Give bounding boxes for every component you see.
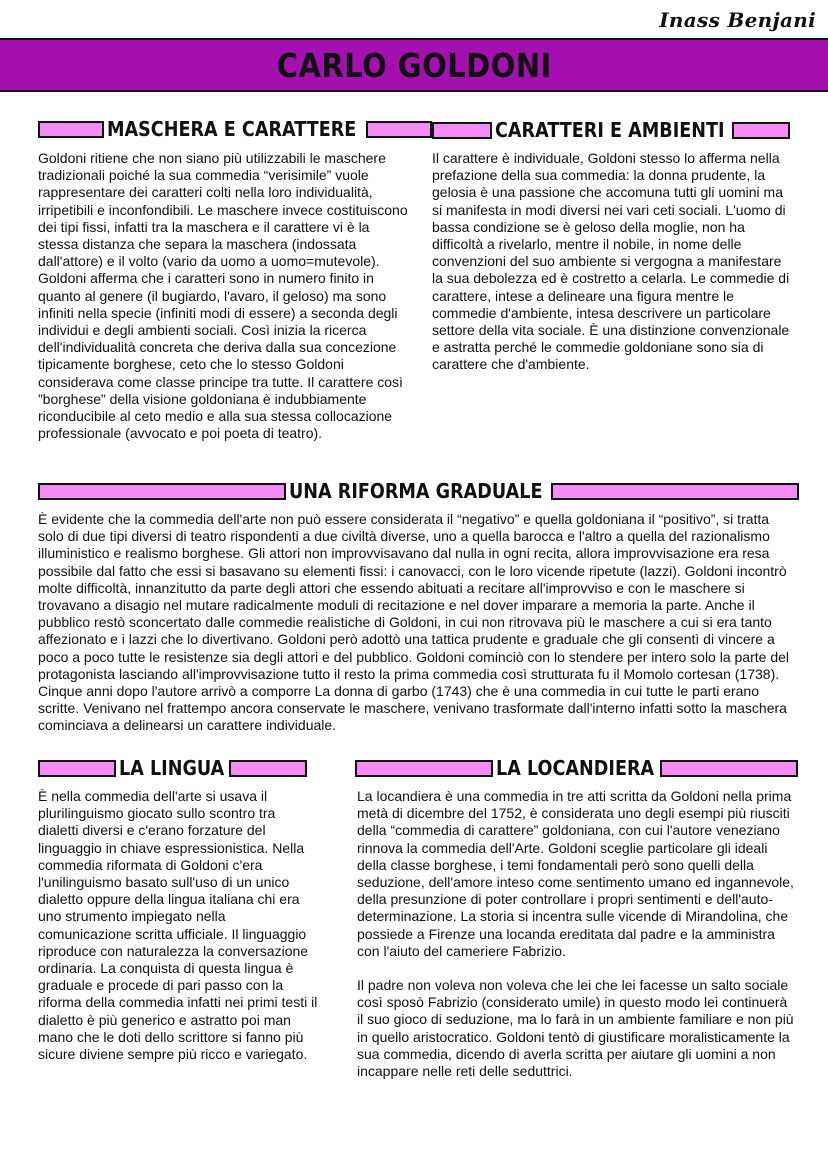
heading-bar-right — [660, 760, 798, 777]
heading-bar-right — [366, 121, 432, 138]
heading-bar-right — [229, 760, 307, 777]
page-title: CARLO GOLDONI — [276, 45, 552, 85]
heading-bar-left — [38, 121, 104, 138]
heading-bar-left — [355, 760, 493, 777]
heading-bar-right — [732, 122, 790, 139]
riforma-text: È evidente che la commedia dell'arte non può essere considerata il “negativo” e quella goldoniana il “positivo”, si tratta solo di due tipi diversi di teatro rispondenti a due civiltà diverse, uno a quella barocca e l'altro a quella del razionalismo illuministico e realismo borghese. Gli attori non improvvisavano dal nulla in ogni recita, allora improvvisazione era resa possibile dal fatto che essi si basavano su elementi fissi: i canovacci, con le loro vicende ripetute (lazzi). Goldoni incontrò molte difficoltà, innanzitutto da parte degli attori che essendo abituati a recitare all'improvviso e con le maschere si trovavano a disagio nel mutare radicalmente moduli di recitazione e nel dover imparare a memoria la parte. Anche il pubblico restò sconcertato dalle commedie realistiche di Goldoni, in cui non ritrovava più le maschere a cui si era tanto affezionato e i lazzi che lo divertivano. Goldoni però adottò una tattica prudente e graduale che gli consentì di vincere a poco a poco tutte le resistenze sia degli attori e del pubblico. Goldoni cominciò con lo stendere per intero solo la parte del protagonista lasciando all'improvvisazione tutto il resto la prima commedia così strutturata fu il Momolo cortesan (1738). Cinque anni dopo l'autore arrivò a comporre La donna di garbo (1743) che è una commedia in cui tutte le parti erano scritte. Venivano nel frattempo ancora conservate le maschere, venivano trasformate dall'interno infatti sotto la maschera cominciava a delinearsi un carattere individuale. — [38, 511, 790, 734]
heading-locandiera-title: LA LOCANDIERA — [496, 756, 655, 780]
locandiera-text — [357, 788, 795, 1080]
heading-lingua-title: LA LINGUA — [119, 756, 225, 780]
heading-lingua — [38, 755, 307, 781]
heading-bar-left — [38, 760, 116, 777]
heading-caratteri-title: CARATTERI E AMBIENTI — [495, 118, 725, 142]
heading-caratteri — [432, 117, 790, 143]
heading-maschera-title: MASCHERA E CARATTERE — [107, 117, 357, 141]
heading-maschera — [38, 116, 432, 142]
heading-locandiera — [355, 755, 798, 781]
caratteri-text: Il carattere è individuale, Goldoni stesso lo afferma nella prefazione della sua commedia: la donna prudente, la gelosia è una passione che accomuna tutti gli uomini ma si manifesta in modi diversi nei vari ceti sociali. L'uomo di bassa condizione se è geloso della moglie, non ha difficoltà a rivelarlo, mentre il nobile, in nome delle convenzioni del suo ambiente si vergogna a manifestare la sua debolezza ed è costretto a celarla. Le commedie di carattere, intese a delineare una figura mentre le commedie d'ambiente, intesa descrivere un particolare settore della vita sociale. È una distinzione convenzionale e astratta perché le commedie goldoniane sono sia di carattere che d'ambiente. — [432, 150, 790, 373]
heading-bar-right — [551, 483, 799, 500]
locandiera-paragraph-1: La locandiera è una commedia in tre atti scritta da Goldoni nella prima metà di dicembre del 1752, è considerata uno degli esempi più riusciti della “commedia di carattere” goldoniana, con cui l'autore veneziano rinnova la commedia dell'Arte. Goldoni sceglie particolare gli ideali della classe borghese, i temi fondamentali però sono quelli della seduzione, dell'amore inteso come sentimento umano ed ingannevole, della presunzione di poter controllare i propri sentimenti e dell'auto-determinazione. La storia si incentra sulle vicende di Mirandolina, che possiede a Firenze una locanda ereditata dal padre e la amministra con l'aiuto del cameriere Fabrizio. — [357, 788, 794, 959]
maschera-text: Goldoni ritiene che non siano più utilizzabili le maschere tradizionali poiché la sua commedia “verisimile” vuole rappresentare dei caratteri colti nella loro individualità, irripetibili e inconfondibili. Le maschere invece costituiscono dei tipi fissi, infatti tra la maschera e il carattere vi è la stessa distanza che separa la maschera (indossata dall'attore) e il volto (vario da uomo a uomo=mutevole). Goldoni afferma che i caratteri sono in numero finito in quanto al genere (il bugiardo, l'avaro, il geloso) ma sono infiniti nella specie (infiniti modi di essere) a seconda degli individui e degli ambienti sociali. Così inizia la ricerca dell'individualità concreta che deriva dalla sua concezione tipicamente borghese, ceto che lo stesso Goldoni considerava come classe principe tra tutte. Il carattere così ”borghese” della visione goldoniana è indubbiamente riconducibile al ceto medio e alla sua stessa collocazione professionale (avvocato e poi poeta di teatro). — [38, 150, 408, 442]
title-banner — [0, 38, 828, 92]
lingua-text: È nella commedia dell'arte si usava il plurilinguismo giocato sullo scontro tra dialetti diversi e c'erano forzature del linguaggio in chiave espressionistica. Nella commedia riformata di Goldoni c'era l'unilinguismo basato sull'uso di un unico dialetto oppure della lingua italiana chi era uno strumento impiegato nella comunicazione scritta ufficiale. Il linguaggio riproduce con naturalezza la conversazione ordinaria. La conquista di questa lingua è graduale e procede di pari passo con la riforma della commedia infatti nei primi testi il dialetto è più generico e astratto poi man mano che le doti dello scrittore si fanno più sicure diviene sempre più ricco e variegato. — [38, 788, 318, 1063]
heading-bar-left — [38, 483, 286, 500]
heading-riforma — [38, 478, 799, 504]
heading-bar-left — [432, 122, 492, 139]
heading-riforma-title: UNA RIFORMA GRADUALE — [289, 479, 543, 503]
author-signature: Inass Benjani — [659, 8, 816, 32]
locandiera-paragraph-2: Il padre non voleva non voleva che lei che lei facesse un salto sociale così sposò Fabrizio (considerato umile) in questo modo lei continuerà il suo gioco di seduzione, ma lo farà in un ambiente familiare e non più in quello aristocratico. Goldoni tentò di giustificare moralisticamente la sua commedia, dicendo di averla scritta per aiutare gli uomini a non incappare nelle reti delle seduttrici. — [357, 977, 794, 1080]
